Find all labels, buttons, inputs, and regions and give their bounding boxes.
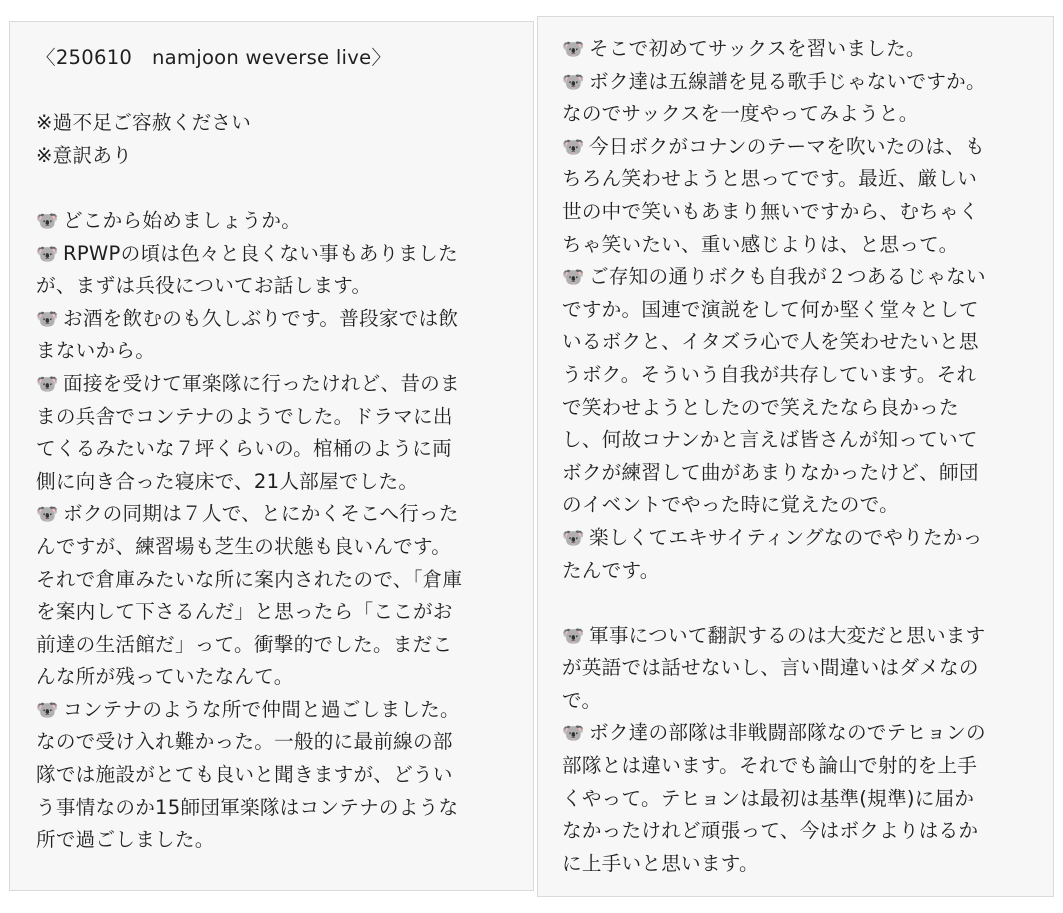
line-text: ボク達の部隊は非戦闘部隊なのでテヒョンの [589,721,986,745]
line-text: ボクが練習して曲があまりなかったけど、師団 [562,460,979,484]
text-line [562,392,1047,425]
text-line [36,596,525,629]
text-line [562,522,1047,555]
koala-icon: 🐨 [562,267,585,289]
line-text: 隊では施設がとても良いと聞きますが、どうい [36,763,453,787]
line-text: 前達の生活館だ」って。衝撃的でした。まだこ [36,632,453,656]
line-text: ボクの同期は７人で、とにかくそこへ行った [63,502,459,526]
text-line [562,587,1047,620]
text-line [36,401,525,434]
line-text: ちゃ笑いたい、重い感じよりは、と思って。 [562,232,959,256]
text-line [36,42,525,75]
text-line [562,783,1047,816]
line-text: なので受け入れ難かった。一般的に最前線の部 [36,730,453,754]
text-line [36,498,525,531]
text-line [36,564,525,597]
text-line [36,205,525,238]
koala-icon: 🐨 [562,527,585,549]
text-line [562,261,1047,294]
line-text: てくるみたいな７坪くらいの。棺桶のように両 [36,437,452,461]
koala-icon: 🐨 [562,723,585,745]
text-line [562,685,1047,718]
line-text: ですか。国連で演説をして何か堅く堂々として [562,297,979,321]
text-line [562,620,1047,653]
line-text: まの兵舎でコンテナのようでした。ドラマに出 [36,404,453,428]
line-text: それで倉庫みたいな所に案内されたので、「倉庫 [36,567,463,591]
koala-icon: 🐨 [36,373,59,395]
line-text: 〈250610 namjoon weverse live〉 [36,46,392,69]
line-text: そこで初めてサックスを習いました。 [589,37,926,60]
line-text: ご存知の通りボクも自我が２つあるじゃない [589,265,986,289]
line-text: RPWPの頃は色々と良くない事もありました [63,241,458,265]
line-text: が英語では話せないし、言い間違いはダメなの [562,656,979,680]
line-text: 面接を受けて軍楽隊に行ったけれど、昔のま [63,371,460,395]
line-text: が、まずは兵役についてお話します。 [36,274,372,298]
text-line [36,303,525,336]
text-line [36,759,525,792]
line-text: うボク。そういう自我が共存しています。それ [562,362,977,386]
line-text: ちろん笑わせようと思ってです。最近、厳しい [562,167,978,191]
text-line [562,359,1047,392]
line-text: 楽しくてエキサイティングなのでやりたかっ [589,525,983,549]
line-text: 所で過ごしました。 [36,828,215,852]
koala-icon: 🐨 [562,39,585,60]
text-line [36,335,525,368]
line-text: し、何故コナンかと言えば皆さんが知っていて [562,428,978,452]
koala-icon: 🐨 [36,243,59,265]
text-line [36,368,525,401]
koala-icon: 🐨 [562,625,585,647]
text-line [562,555,1047,588]
text-line [36,172,525,205]
koala-icon: 🐨 [562,71,585,93]
line-text: を案内して下さるんだ」と思ったら「ここがお [36,600,453,624]
koala-icon: 🐨 [36,210,59,232]
koala-icon: 🐨 [36,699,59,721]
text-line [562,196,1047,229]
line-text: 部隊とは違います。それでも論山で射的を上手 [562,754,978,778]
text-line [36,433,525,466]
line-text: 側に向き合った寝床で、21人部屋でした。 [36,469,419,493]
text-line [36,238,525,271]
line-text: で笑わせようとしたので笑えたなら良かった [562,395,959,419]
left-text-panel [9,21,534,891]
text-line [562,131,1047,164]
text-line [36,140,525,173]
text-line [36,270,525,303]
line-text: 今日ボクがコナンのテーマを吹いたのは、も [589,134,985,158]
text-line [562,750,1047,783]
text-line [562,815,1047,848]
koala-icon: 🐨 [36,308,59,330]
line-text: なかったけれど頑張って、今はボクよりはるか [562,819,979,843]
line-text: なのでサックスを一度やってみようと。 [562,102,919,126]
text-line [562,294,1047,327]
line-text: ボク達は五線譜を見る歌手じゃないですか。 [589,69,986,93]
line-text: 軍事について翻訳するのは大変だと思います [589,623,986,647]
line-text: まないから。 [36,339,156,363]
text-line [562,326,1047,359]
line-text: どこから始めましょうか。 [63,208,302,232]
text-line [562,229,1047,262]
line-text: う事情なのか15師団軍楽隊はコンテナのような [36,795,459,819]
koala-icon: 🐨 [36,504,59,526]
text-line [36,75,525,108]
text-line [36,629,525,662]
right-text-panel [537,16,1054,897]
text-line [36,107,525,140]
text-line [36,792,525,825]
line-text: お酒を飲むのも久しぶりです。普段家では飲 [63,306,459,330]
text-line [562,652,1047,685]
line-text: コンテナのような所で仲間と過ごしました。 [63,697,460,721]
text-line [36,531,525,564]
text-line [562,848,1047,881]
line-text: ※意訳あり [36,143,133,167]
line-text: んですが、練習場も芝生の状態も良いんです。 [36,534,452,558]
text-line [562,163,1047,196]
line-text: くやって。テヒョンは最初は基準(規準)に届か [562,786,975,810]
text-line [562,33,1047,66]
text-line [562,457,1047,490]
line-text: いるボクと、イタズラ心で人を笑わせたいと思 [562,330,979,354]
line-text: のイベントでやった時に覚えたので。 [562,493,899,517]
text-line [562,489,1047,522]
text-line [36,824,525,857]
text-line [36,661,525,694]
text-line [36,726,525,759]
koala-icon: 🐨 [562,136,585,158]
text-line [36,466,525,499]
line-text: たんです。 [562,558,660,582]
line-text: に上手いと思います。 [562,851,759,875]
text-line [36,694,525,727]
text-line [562,66,1047,99]
line-text: で。 [562,688,602,712]
line-text: ※過不足ご容赦ください [36,111,252,135]
text-line [562,717,1047,750]
text-line [562,98,1047,131]
line-text: んな所が残っていたなんて。 [36,665,294,689]
line-text: 世の中で笑いもあまり無いですから、むちゃく [562,199,979,223]
text-line [562,424,1047,457]
